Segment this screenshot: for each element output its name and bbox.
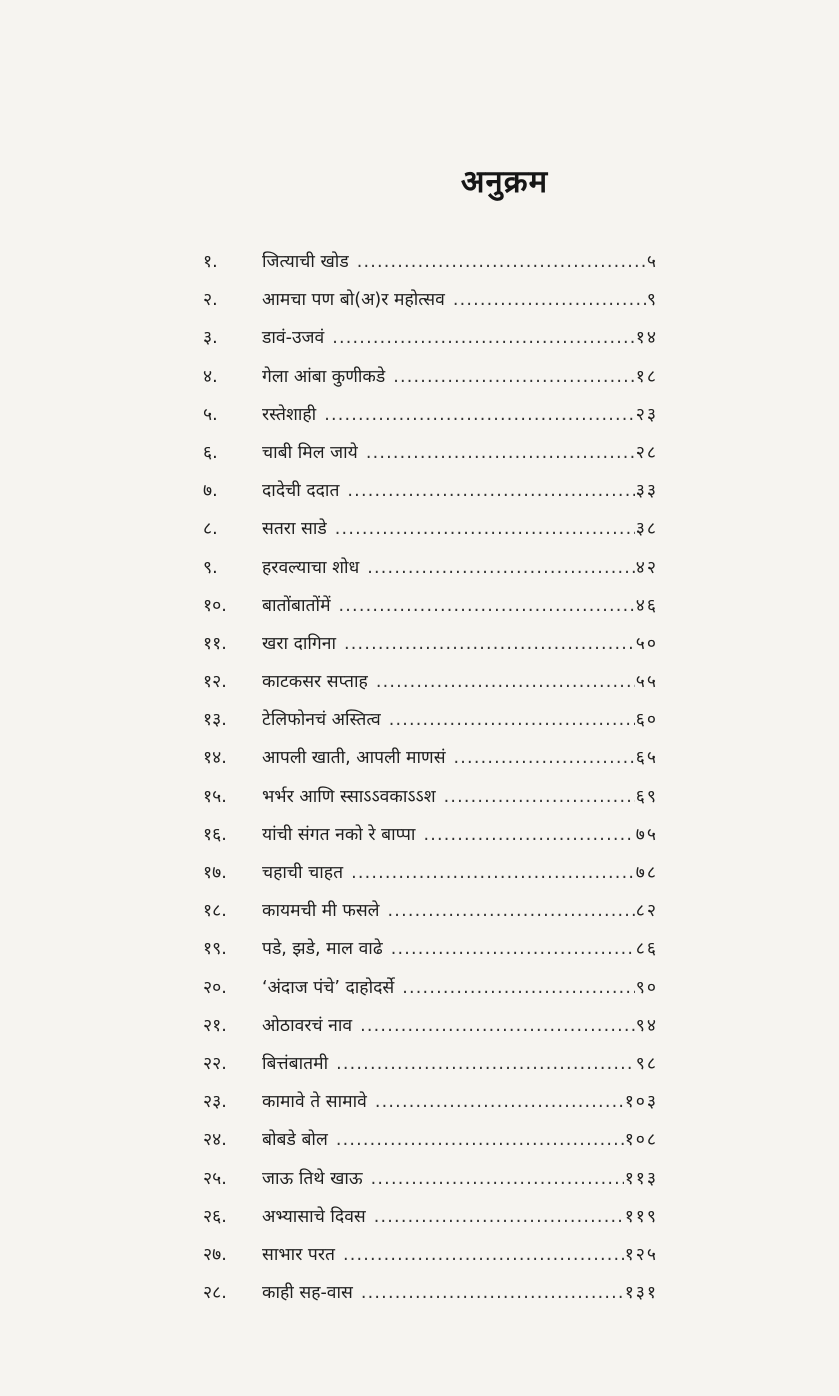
entry-page: ७८ — [635, 863, 658, 883]
entry-page: १०३ — [624, 1092, 658, 1113]
toc-entry — [203, 1204, 658, 1242]
toc-entry — [203, 1089, 658, 1127]
entry-page: २८ — [635, 442, 658, 463]
entry-title: यांची संगत नको रे बाप्पा — [262, 824, 416, 845]
toc-entry — [203, 440, 658, 478]
entry-number: १३. — [203, 710, 227, 731]
toc-entry — [203, 1127, 658, 1165]
toc-entry — [203, 1242, 658, 1280]
dot-leader — [453, 290, 646, 310]
entry-number: २२. — [203, 1053, 227, 1074]
entry-number: १०. — [203, 595, 227, 616]
dot-leader — [336, 1054, 635, 1074]
toc-entry — [203, 784, 658, 822]
dot-leader — [357, 252, 646, 272]
toc-entry — [203, 478, 658, 516]
entry-number: २६. — [203, 1206, 227, 1227]
entry-title: जित्याची खोड — [262, 252, 349, 272]
entry-page: २३ — [635, 404, 658, 425]
dot-leader — [444, 787, 635, 807]
entry-number: १४. — [203, 748, 227, 769]
dot-leader — [347, 481, 634, 501]
entry-title: ‘अंदाज पंचे’ दाहोदर्से — [262, 977, 395, 998]
dot-leader — [389, 710, 635, 730]
toc-entry — [203, 898, 658, 936]
entry-page: १२५ — [624, 1244, 658, 1265]
dot-leader — [393, 367, 635, 387]
dot-leader — [366, 443, 635, 463]
entry-number: ९. — [203, 557, 218, 578]
entry-number: २४. — [203, 1130, 227, 1151]
entry-title: जाऊ तिथे खाऊ — [262, 1168, 363, 1189]
toc-entry — [203, 631, 658, 669]
dot-leader — [332, 328, 635, 348]
dot-leader — [344, 634, 635, 654]
entry-number: २७. — [203, 1244, 227, 1265]
dot-leader — [336, 1130, 624, 1150]
entry-page: ६० — [635, 710, 658, 731]
toc-entry — [203, 402, 658, 440]
dot-leader — [339, 596, 635, 616]
dot-leader — [375, 1092, 624, 1112]
entry-page: १३१ — [624, 1283, 658, 1304]
dot-leader — [376, 672, 635, 692]
entry-title: हरवल्याचा शोध — [262, 557, 360, 578]
toc-entry — [203, 593, 658, 631]
dot-leader — [371, 1169, 624, 1189]
dot-leader — [423, 825, 634, 845]
entry-title: ओठावरचं नाव — [262, 1015, 353, 1036]
entry-title: भर्भर आणि स्साऽऽवकाऽऽश — [262, 786, 436, 807]
entry-title: रस्तेशाही — [262, 404, 317, 425]
entry-title: आमचा पण बो(अ)र महोत्सव — [262, 290, 445, 311]
entry-title: गेला आंबा कुणीकडे — [262, 366, 386, 387]
entry-title: साभार परत — [262, 1244, 335, 1265]
entry-title: सतरा साडे — [262, 519, 327, 540]
dot-leader — [388, 901, 635, 921]
entry-page: ९४ — [635, 1015, 658, 1036]
entry-number: २१. — [203, 1015, 227, 1036]
dot-leader — [454, 748, 635, 768]
toc-entry — [203, 822, 658, 860]
entry-page: ४६ — [635, 595, 658, 616]
entry-title: बोबडे बोल — [262, 1130, 328, 1151]
entry-title: चाबी मिल जाये — [262, 442, 358, 463]
entry-page: ४२ — [635, 557, 658, 578]
entry-title: चहाची चाहत — [262, 863, 344, 883]
entry-number: ४. — [203, 366, 218, 387]
toc-entry — [203, 364, 658, 402]
entry-page: ९० — [635, 977, 658, 998]
entry-number: १६. — [203, 824, 227, 845]
page-title: अनुक्रम — [460, 164, 549, 200]
entry-number: २८. — [203, 1283, 227, 1304]
entry-page: ५ — [646, 252, 658, 272]
entry-page: १०८ — [624, 1130, 658, 1151]
entry-number: ७. — [203, 481, 218, 502]
toc-entry — [203, 936, 658, 974]
entry-number: १७. — [203, 863, 227, 883]
entry-page: ६५ — [635, 748, 658, 769]
entry-page: ९ — [646, 290, 658, 311]
toc-entry — [203, 707, 658, 745]
entry-page: ५५ — [635, 672, 658, 693]
entry-number: १९. — [203, 939, 227, 960]
entry-page: ६९ — [635, 786, 658, 807]
entry-title: काटकसर सप्ताह — [262, 672, 368, 693]
toc-entry — [203, 860, 658, 898]
entry-number: २. — [203, 290, 218, 311]
entry-title: बातोंबातोंमें — [262, 595, 331, 616]
entry-number: ३. — [203, 328, 218, 349]
entry-page: ३८ — [635, 519, 658, 540]
entry-page: १८ — [635, 366, 658, 387]
entry-number: १५. — [203, 786, 227, 807]
entry-title: अभ्यासाचे दिवस — [262, 1206, 366, 1227]
entry-number: १. — [203, 252, 218, 272]
toc-entry — [203, 1166, 658, 1204]
entry-title: टेलिफोनचं अस्तित्व — [262, 710, 381, 731]
entry-number: २०. — [203, 977, 227, 998]
dot-leader — [402, 978, 635, 998]
toc-entry — [203, 516, 658, 554]
dot-leader — [374, 1207, 624, 1227]
toc-entry — [203, 287, 658, 325]
entry-title: दादेची ददात — [262, 481, 340, 502]
entry-title: आपली खाती, आपली माणसं — [262, 748, 446, 769]
entry-title: कायमची मी फसले — [262, 901, 380, 922]
entry-page: ७५ — [635, 824, 658, 845]
dot-leader — [335, 519, 635, 539]
entry-page: ११९ — [624, 1206, 658, 1227]
entry-page: ८६ — [635, 939, 658, 960]
dot-leader — [391, 939, 635, 959]
entry-number: १८. — [203, 901, 227, 922]
table-of-contents — [203, 249, 658, 1318]
dot-leader — [324, 405, 635, 425]
entry-page: १४ — [635, 328, 658, 349]
dot-leader — [360, 1016, 635, 1036]
entry-number: ११. — [203, 633, 227, 654]
entry-page: ३३ — [635, 481, 658, 502]
entry-page: ५० — [635, 633, 658, 654]
dot-leader — [343, 1245, 624, 1265]
entry-title: काही सह-वास — [262, 1283, 353, 1304]
entry-page: ८२ — [635, 901, 658, 922]
entry-number: ६. — [203, 442, 218, 463]
entry-title: पडे, झडे, माल वाढे — [262, 939, 383, 960]
dot-leader — [367, 558, 635, 578]
toc-entry — [203, 669, 658, 707]
entry-number: २५. — [203, 1168, 227, 1189]
toc-entry — [203, 249, 658, 287]
entry-title: बित्तंबातमी — [262, 1053, 329, 1074]
toc-entry — [203, 975, 658, 1013]
entry-title: खरा दागिना — [262, 633, 337, 654]
entry-title: डावं-उजवं — [262, 328, 325, 349]
toc-entry — [203, 1051, 658, 1089]
entry-number: २३. — [203, 1092, 227, 1113]
entry-number: १२. — [203, 672, 227, 693]
toc-entry — [203, 325, 658, 363]
entry-number: ५. — [203, 404, 218, 425]
toc-entry — [203, 1013, 658, 1051]
entry-title: कामावे ते सामावे — [262, 1092, 367, 1113]
toc-entry — [203, 1280, 658, 1318]
dot-leader — [361, 1283, 624, 1303]
entry-number: ८. — [203, 519, 218, 540]
entry-page: ९८ — [635, 1053, 658, 1074]
toc-entry — [203, 555, 658, 593]
toc-entry — [203, 745, 658, 783]
dot-leader — [351, 863, 635, 883]
entry-page: ११३ — [624, 1168, 658, 1189]
